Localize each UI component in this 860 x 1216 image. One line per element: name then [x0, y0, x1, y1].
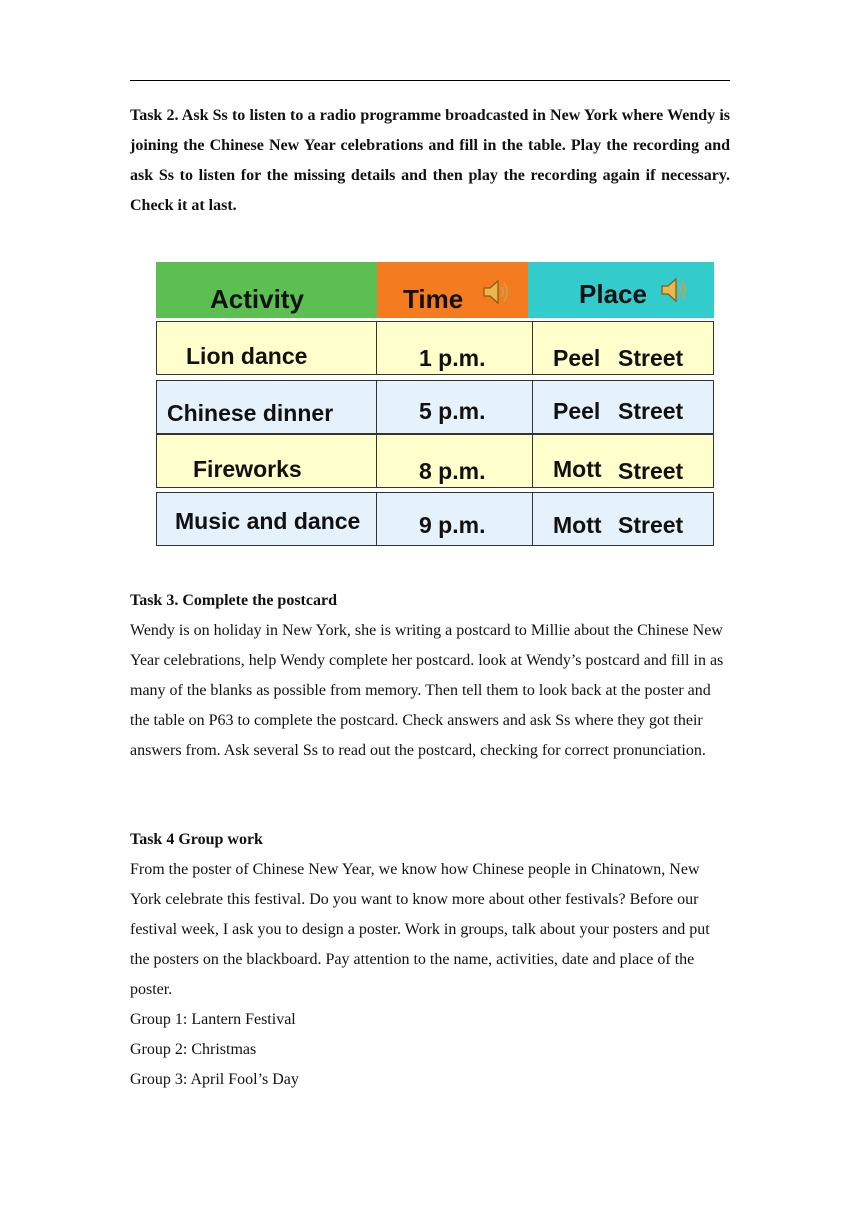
activity-table	[156, 262, 716, 544]
cell-place-street: Street	[618, 398, 684, 424]
task3-title: Task 3. Complete the postcard	[130, 592, 337, 609]
cell-activity: Chinese dinner	[167, 400, 334, 426]
cell-place-name: Peel	[553, 345, 601, 371]
header-place	[528, 262, 714, 318]
task3-body: Wendy is on holiday in New York, she is writing a postcard to Millie about the Chinese New Year celebrations, help Wendy complete her postcard. look at Wendy’s postcard and fill in as many of the blanks as possible from memory. Then tell them to look back at the poster and the table on P63 to complete the postcard. Check answers and ask Ss where they got their answers from. Ask several Ss to read out the postcard, checking for correct pronunciation.	[130, 622, 724, 759]
cell-activity: Lion dance	[186, 343, 308, 369]
header-time-label: Time	[403, 284, 464, 314]
cell-activity: Music and dance	[175, 508, 361, 534]
group-item: Group 2: Christmas	[130, 1041, 257, 1058]
cell-place-street: Street	[618, 345, 684, 371]
header-activity-label: Activity	[210, 284, 304, 314]
task3-section	[130, 586, 730, 766]
header-rule	[130, 80, 730, 81]
cell-time: 1 p.m.	[419, 345, 486, 371]
speaker-icon[interactable]	[478, 275, 512, 309]
table-row	[156, 380, 714, 434]
cell-place-name: Peel	[553, 398, 601, 424]
task4-section	[130, 825, 730, 1095]
cell-time: 8 p.m.	[419, 458, 486, 484]
table-row	[156, 321, 714, 375]
task4-title: Task 4 Group work	[130, 831, 263, 848]
cell-place-name: Mott	[553, 512, 602, 538]
group-item: Group 1: Lantern Festival	[130, 1011, 296, 1028]
table-row	[156, 492, 714, 546]
table-row	[156, 434, 714, 488]
header-activity	[156, 262, 377, 318]
cell-place-name: Mott	[553, 456, 602, 482]
task2-paragraph: Task 2. Ask Ss to listen to a radio programme broadcasted in New York where Wendy is joining the Chinese New Year celebrations and fill in the table. Play the recording and ask Ss to listen for the missing details and then play the recording again if necessary. Check it at last.	[130, 107, 730, 214]
group-item: Group 3: April Fool’s Day	[130, 1071, 299, 1088]
speaker-icon[interactable]	[656, 273, 690, 307]
header-time	[377, 262, 528, 318]
cell-activity: Fireworks	[193, 456, 302, 482]
cell-time: 9 p.m.	[419, 512, 486, 538]
header-place-label: Place	[579, 279, 647, 309]
cell-place-street: Street	[618, 512, 684, 538]
cell-place-street: Street	[618, 458, 684, 484]
task4-body: From the poster of Chinese New Year, we know how Chinese people in Chinatown, New York celebrate this festival. Do you want to know more about other festivals? Before our festival week, I ask you to design a poster. Work in groups, talk about your posters and put the posters on the blackboard. Pay attention to the name, activities, date and place of the poster.	[130, 861, 710, 998]
cell-time: 5 p.m.	[419, 398, 486, 424]
